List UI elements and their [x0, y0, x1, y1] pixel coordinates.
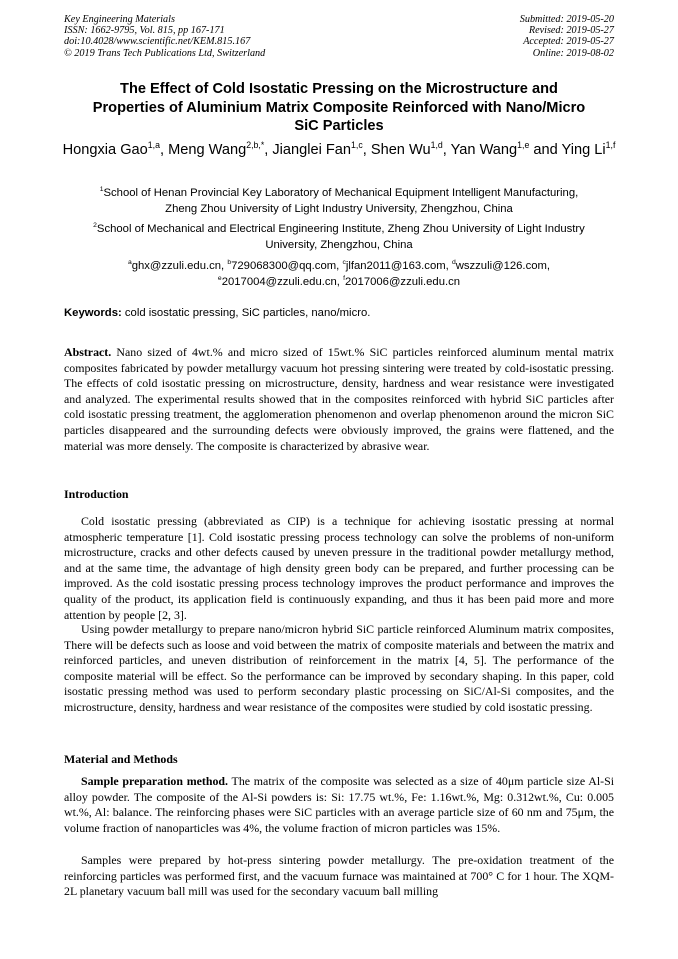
author-affil-sup: 1,f [605, 140, 616, 151]
affil-sup: 2 [93, 222, 97, 230]
affil-text: School of Mechanical and Electrical Engineering Institute, Zheng Zhou University of Light Industry [96, 223, 585, 235]
keywords-text: cold isostatic pressing, SiC particles, nano/micro. [121, 307, 371, 319]
section-heading-methods: Material and Methods [64, 752, 178, 766]
email-link[interactable]: wszzuli@126.com [455, 260, 547, 272]
paragraph-text: The matrix of the composite was selected as a size of 40μm particle size Al-Si alloy powder. The composite of the Al-Si powders is: Si: 17.75 wt.%, Fe: 1.16wt.%, Mg: 0.312wt.%, Cu: 0.005 wt.%, Al: balance. The reinforcing phases were SiC particles with an average particle size of 60 nm and 75μm, the volume fraction of nanoparticles was 4%, the volume fraction of micron particles was 15%. [64, 774, 615, 835]
email-link[interactable]: 2017006@zzuli.edu.cn [344, 276, 461, 288]
title-line: SiC Particles [294, 118, 384, 134]
affil-text: School of Henan Provincial Key Laboratory of Mechanical Equipment Intelligent Manufacturing, [103, 187, 579, 199]
author-separator: , [264, 142, 273, 158]
email-sup: c [342, 259, 346, 267]
methods-paragraph-1 [64, 774, 614, 836]
author-name: Ying Li [561, 142, 606, 158]
date-submitted: Submitted: 2019-05-20 [519, 14, 614, 25]
paragraph-text: Samples were prepared by hot-press sintering powder metallurgy. The pre-oxidation treatment of the reinforcing particles was performed first, and the vacuum furnace was maintained at 700° C for 1 hour. The XQM-2L planetary vacuum ball mill was used for the secondary vacuum ball milling [64, 853, 614, 899]
date-accepted: Accepted: 2019-05-27 [523, 36, 614, 48]
abstract-label: Abstract. [64, 345, 112, 359]
date-online: Online: 2019-08-02 [532, 47, 614, 59]
author-name: Shen Wu [370, 142, 431, 158]
author-name: Hongxia Gao [62, 142, 148, 158]
intro-paragraph-2 [64, 622, 614, 716]
email-sup: f [343, 275, 345, 283]
journal-name: Key Engineering Materials [64, 14, 175, 25]
email-link[interactable]: 2017004@zzuli.edu.cn [221, 276, 337, 288]
email-sup: e [217, 275, 222, 283]
subsection-label: Sample preparation method. [81, 774, 229, 788]
affil-text: University, Zhengzhou, China [265, 239, 413, 251]
affiliation-2 [56, 221, 622, 253]
abstract [64, 345, 614, 454]
title-line: The Effect of Cold Isostatic Pressing on the Microstructure and [120, 81, 558, 97]
email-sup: d [451, 259, 456, 267]
keywords [64, 306, 616, 321]
journal-copyright: © 2019 Trans Tech Publications Ltd, Switzerland [64, 47, 266, 59]
author-affil-sup: 1,a [147, 140, 160, 151]
author-separator: , [159, 142, 169, 158]
author-affil-sup: 1,c [351, 140, 363, 151]
abstract-text: Nano sized of 4wt.% and micro sized of 15wt.% SiC particles reinforced aluminum mental matrix composites fabricated by powder metallurgy vacuum hot pressing sintering were treated by cold-isostatic pressing. The effects of cold isostatic pressing on microstructure, density, hardness and wear resistance were investigated and analyzed. The experimental results showed that in the composites reinforced with hybrid SiC particles after cold isostatic pressing treatment, the agglomeration phenomenon and overlap phenomenon around the micron SiC particles disappeared and the surrounding defects were obviously improved, the grains were flattened, and the material was more densely. The composite is characterized by abrasive wear. [64, 345, 614, 453]
affiliation-1 [56, 185, 622, 217]
author-separator: , [442, 142, 451, 158]
date-revised: Revised: 2019-05-27 [528, 25, 614, 37]
author-separator: , [362, 142, 371, 158]
section-heading-introduction: Introduction [64, 487, 129, 501]
journal-issn: ISSN: 1662-9795, Vol. 815, pp 167-171 [64, 25, 225, 37]
author-name: Meng Wang [168, 142, 247, 158]
author-name: Jianglei Fan [272, 142, 352, 158]
paper-title [40, 80, 638, 136]
email-list [56, 258, 622, 290]
paragraph-text: Cold isostatic pressing (abbreviated as CIP) is a technique for achieving isostatic pressing at normal atmospheric temperature [1]. Cold isostatic pressing process technology can solve the problems of non-uniform microstructure, cracks and other defects caused by uneven pressure in the traditional powder metallurgy method, and at the same time, the advantage of high density green body can be prepared, and further processing can be improved. As the cold isostatic pressing process technology improves the product performance and improves the quality of the product, its application field is continuously expanding, and thus it has been paid more and more attention by people [2, 3]. [64, 514, 614, 622]
email-sup: b [227, 259, 232, 267]
email-link[interactable]: ghx@zzuli.edu.cn [131, 260, 222, 272]
author-separator: and [529, 142, 562, 158]
email-separator: , [336, 260, 343, 272]
affil-text: Zheng Zhou University of Light Industry University, Zhengzhou, China [165, 203, 513, 215]
journal-doi: doi:10.4028/www.scientific.net/KEM.815.167 [64, 36, 251, 48]
affil-sup: 1 [99, 186, 104, 194]
email-separator: , [336, 276, 344, 288]
journal-header [64, 14, 265, 59]
email-link[interactable]: 729068300@qq.com [231, 260, 337, 272]
title-line: Properties of Aluminium Matrix Composite Reinforced with Nano/Micro [92, 99, 586, 116]
email-separator: , [445, 260, 452, 272]
email-separator: , [546, 260, 551, 272]
author-affil-sup: 1,d [430, 140, 443, 151]
paragraph-text: Using powder metallurgy to prepare nano/micron hybrid SiC particle reinforced Aluminum matrix composites, There will be defects such as loose and void between the matrix of composite materials and between the matrix and reinforced particles, and uneven distribution of reinforcement in the matrix [4, 5]. The performance of the composite material will be effect. So the performance can be improved by secondary shaping. In this paper, cold isostatic pressing method was used to perform secondary plastic processing on SiC/Al-Si composites, and the microstructure, density, hardness and wear resistance of the composites were studied by cold isostatic pressing. [64, 622, 614, 714]
author-affil-sup: 2,b,* [246, 140, 265, 151]
intro-paragraph-1 [64, 514, 614, 623]
dates-header [520, 14, 614, 59]
email-separator: , [221, 260, 228, 272]
author-affil-sup: 1,e [517, 140, 530, 151]
email-link[interactable]: jlfan2011@163.com [345, 260, 446, 272]
methods-paragraph-2 [64, 853, 614, 900]
keywords-label: Keywords: [64, 307, 122, 319]
author-name: Yan Wang [450, 142, 518, 158]
email-sup: a [127, 259, 132, 267]
author-list [40, 140, 638, 160]
